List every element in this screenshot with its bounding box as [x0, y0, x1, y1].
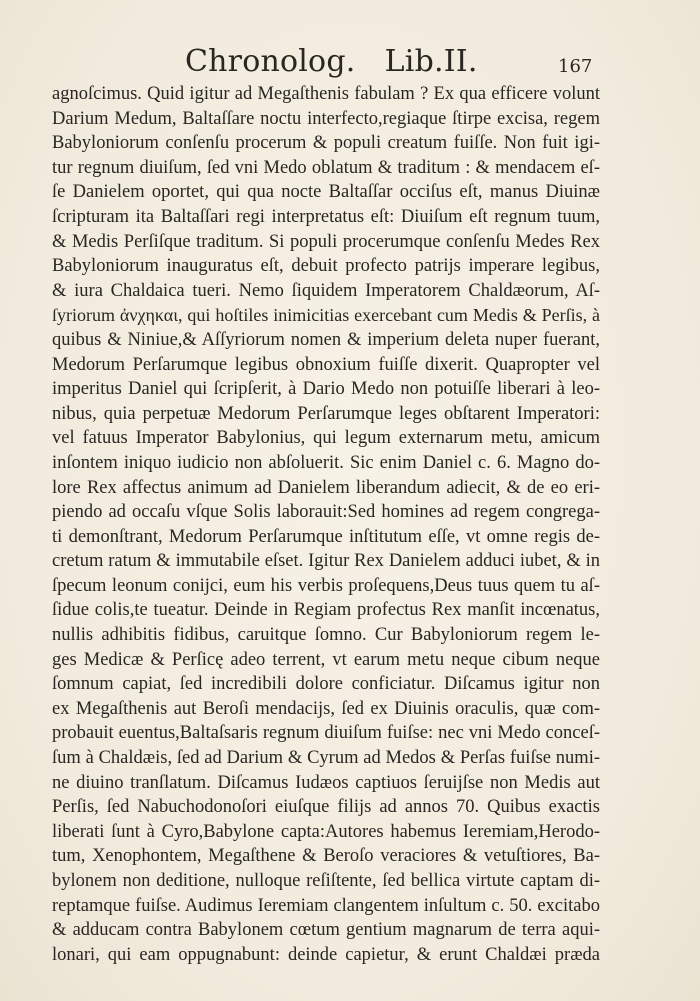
text-line: imperitus Daniel qui ſcripſerit, à Dario Medo non potuiſſe liberari à leo-	[52, 379, 600, 400]
text-line: Babyloniorum inauguratus eſt, debuit profecto patrijs imperare legibus,	[52, 256, 600, 277]
text-line: inſontem iniquo iudicio non abſoluerit. Sic enim Daniel c. 6. Magno do-	[52, 452, 600, 473]
text-line: Babyloniorum conſenſu procerum & populi creatum fuiſſe. Non fuit igi-	[52, 133, 600, 154]
text-line: Perſis, ſed Nabuchodonoſori eiuſque filijs ad annos 70. Quibus exactis	[52, 797, 600, 818]
text-line: ſcripturam ita Baltaſſari regi interpretatus eſt: Diuiſum eſt regnum tuum,	[52, 206, 600, 227]
text-line: bylonem non deditione, nulloque reſiſtente, ſed bellica virtute captam di-	[52, 871, 600, 891]
text-line: reptamque fuiſse. Audimus Ieremiam clangentem inſultum c. 50. excitabo	[52, 895, 600, 916]
text-line: vel fatuus Imperator Babylonius, qui legum externarum metu, amicum	[52, 428, 600, 449]
text-line: ſomnum capiat, ſed incredibili dolore conficiatur. Diſcamus igitur non	[52, 674, 600, 695]
running-head: Chronolog. Lib.II.	[185, 44, 478, 79]
text-line: & Medis Perſiſque traditum. Si populi procerumque conſenſu Medes Rex	[52, 231, 600, 252]
text-line: Darium Medum, Baltaſſare noctu interfecto,regiaque ſtirpe excisa, regem	[52, 108, 600, 129]
text-line: nullis adhibitis fidibus, caruitque ſomno. Cur Babyloniorum regem le-	[52, 625, 600, 646]
text-line: Medorum Perſarumque legibus obnoxium fuiſſe dixerit. Quapropter vel	[52, 354, 600, 375]
text-line: tur regnum diuiſum, ſed vni Medo oblatum & traditum : & mendacem eſ-	[52, 157, 600, 178]
text-line: ne diuino tranſlatum. Diſcamus Iudæos captiuos ſeruijſse non Medis aut	[52, 772, 600, 793]
text-line: probauit euentus,Baltaſsaris regnum diuiſum fuiſse: nec vni Medo conceſ-	[52, 723, 600, 744]
text-line: ges Medicæ & Perſicę adeo terrent, vt earum metu neque cibum neque	[52, 649, 600, 670]
text-line: lonari, qui eam oppugnabunt: deinde capietur, & erunt Chaldæi præda	[52, 944, 600, 965]
text-line: ex Megaſthenis aut Beroſi mendacijs, ſed ex Diuinis oraculis, quæ com-	[52, 698, 600, 719]
text-line: agnoſcimus. Quid igitur ad Megaſthenis fabulam ? Ex qua efficere volunt	[52, 84, 600, 104]
body-text	[52, 82, 600, 967]
text-line: ſum à Chaldæis, ſed ad Darium & Cyrum ad Medos & Perſas fuiſse numi-	[52, 748, 600, 769]
text-line: nibus, quia perpetuæ Medorum Perſarumque leges obſtarent Imperatori:	[52, 403, 600, 424]
page-header	[0, 40, 700, 84]
text-line: ti demonſtrant, Medorum Perſarumque inſtitutum eſſe, vt omne regis de-	[52, 526, 600, 547]
text-line: quibus & Niniue,& Aſſyriorum nomen & imperium deleta nuper fuerant,	[52, 329, 600, 350]
text-line: tum, Xenophontem, Megaſthene & Beroſo veraciores & vetuſtiores, Ba-	[52, 846, 600, 867]
text-line: & iura Chaldaica tueri. Nemo ſiquidem Imperatorem Chaldæorum, Aſ-	[52, 280, 600, 301]
text-line: lore Rex affectus animum ad Danielem liberandum adiecit, & de eo eri-	[52, 477, 600, 498]
text-line: liberati ſunt à Cyro,Babylone capta:Autores habemus Ieremiam,Herodo-	[52, 821, 600, 842]
text-line: ſyriorum ἀνχηκαι, qui hoſtiles inimicitias exercebant cum Medis & Perſis, à	[52, 305, 600, 326]
text-line: ſpecum leonum conijci, eum his verbis proſequens,Deus tuus quem tu aſ-	[52, 575, 600, 596]
page-number: 167	[558, 56, 593, 77]
text-line: ſe Danielem oportet, qui qua nocte Baltaſſar occiſus eſt, manus Diuinæ	[52, 182, 600, 203]
text-line: cretum ratum & immutabile eſset. Igitur Rex Danielem adduci iubet, & in	[52, 551, 600, 572]
text-line: piendo ad occaſu vſque Solis laborauit:Sed homines ad regem congrega-	[52, 502, 600, 523]
text-line: ſidue colis,te tueatur. Deinde in Regiam profectus Rex manſit incœnatus,	[52, 600, 600, 621]
text-line: & adducam contra Babylonem cœtum gentium magnarum de terra aqui-	[52, 920, 600, 941]
